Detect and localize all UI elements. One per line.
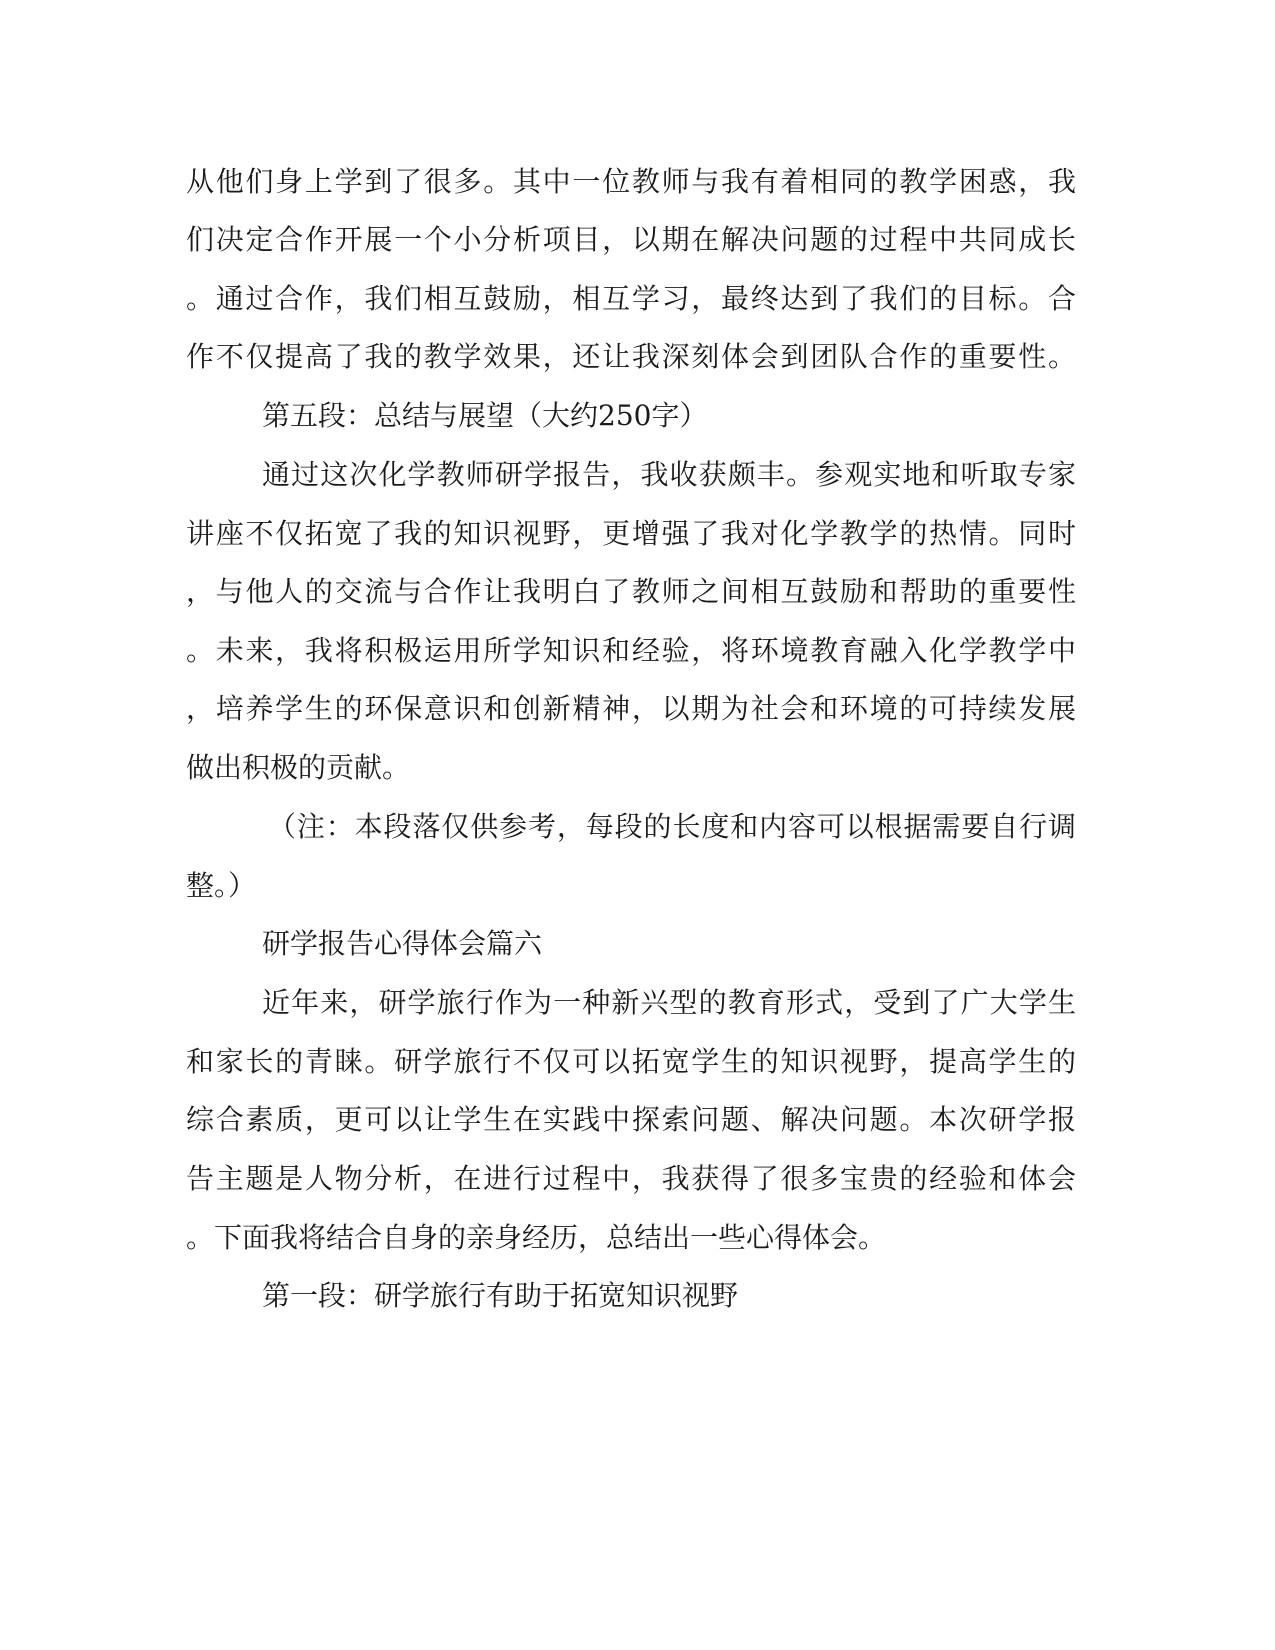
section-title: 研学报告心得体会篇六 bbox=[262, 927, 543, 960]
paragraph-line: 。未来，我将积极运用所学知识和经验，将环境教育融入化学教学中 bbox=[186, 634, 1076, 667]
paragraph-line: 做出积极的贡献。 bbox=[186, 751, 411, 784]
paragraph-line: 和家长的青睐。研学旅行不仅可以拓宽学生的知识视野，提高学生的 bbox=[186, 1045, 1076, 1078]
paragraph-line: 近年来，研学旅行作为一种新兴型的教育形式，受到了广大学生 bbox=[262, 986, 1076, 1019]
section-heading: 第五段：总结与展望（大约250字） bbox=[262, 399, 708, 432]
paragraph-line: 。下面我将结合自身的亲身经历，总结出一些心得体会。 bbox=[186, 1221, 887, 1254]
note-line: 整。） bbox=[186, 869, 257, 902]
paragraph-line: 通过这次化学教师研学报告，我收获颇丰。参观实地和听取专家 bbox=[262, 458, 1076, 491]
paragraph-line: 。通过合作，我们相互鼓励，相互学习，最终达到了我们的目标。合 bbox=[186, 282, 1076, 315]
paragraph-line: 讲座不仅拓宽了我的知识视野，更增强了我对化学教学的热情。同时 bbox=[186, 517, 1076, 550]
paragraph-line: ，培养学生的环保意识和创新精神，以期为社会和环境的可持续发展 bbox=[186, 692, 1076, 725]
paragraph-line: 告主题是人物分析，在进行过程中，我获得了很多宝贵的经验和体会 bbox=[186, 1162, 1076, 1195]
paragraph-line: 们决定合作开展一个小分析项目，以期在解决问题的过程中共同成长 bbox=[186, 223, 1076, 256]
paragraph-line: 作不仅提高了我的教学效果，还让我深刻体会到团队合作的重要性。 bbox=[186, 340, 1076, 373]
note-line: （注：本段落仅供参考，每段的长度和内容可以根据需要自行调 bbox=[268, 810, 1076, 843]
paragraph-line: ，与他人的交流与合作让我明白了教师之间相互鼓励和帮助的重要性 bbox=[186, 575, 1076, 608]
paragraph-line: 从他们身上学到了很多。其中一位教师与我有着相同的教学困惑，我 bbox=[186, 165, 1076, 198]
section-heading: 第一段：研学旅行有助于拓宽知识视野 bbox=[262, 1279, 739, 1312]
paragraph-line: 综合素质，更可以让学生在实践中探索问题、解决问题。本次研学报 bbox=[186, 1103, 1076, 1136]
